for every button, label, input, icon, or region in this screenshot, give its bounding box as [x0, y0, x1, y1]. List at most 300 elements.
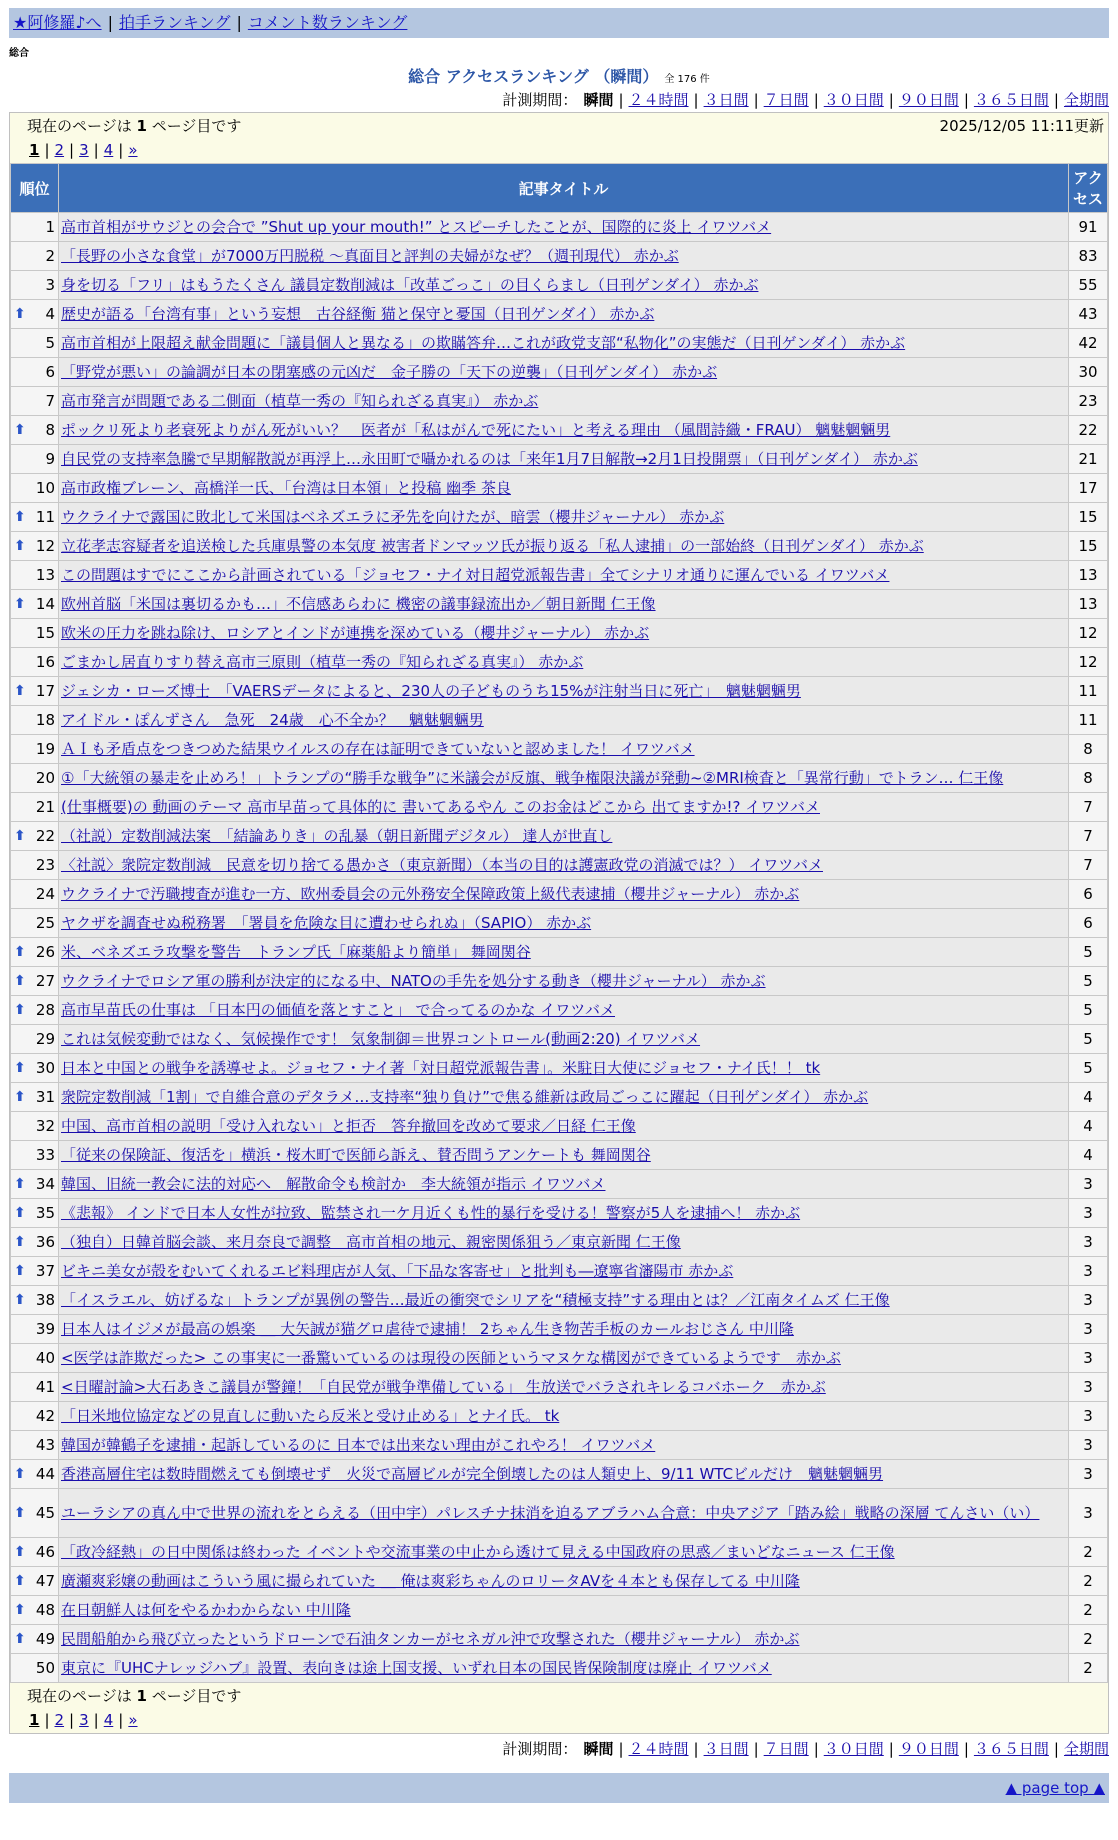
table-row — [11, 822, 1107, 850]
table-row — [11, 1373, 1107, 1401]
rank-cell — [11, 1025, 58, 1053]
table-row — [11, 1199, 1107, 1227]
title-cell — [59, 822, 1068, 850]
rank-cell — [11, 561, 58, 589]
title-cell — [59, 1315, 1068, 1343]
access-count: 5 — [1069, 967, 1107, 995]
title-cell — [59, 909, 1068, 937]
access-count: 2 — [1069, 1596, 1107, 1624]
rank-number: 19 — [35, 740, 55, 758]
period-separator: | — [1053, 91, 1059, 109]
page-info-top — [10, 113, 1108, 163]
table-row — [11, 735, 1107, 763]
article-link[interactable]: 自民党の支持率急騰で早期解散説が再浮上…永田町で囁かれるのは「来年1月7日解散→2月1日投開票」（日刊ゲンダイ） 赤かぶ — [61, 450, 918, 468]
title-cell — [59, 1373, 1068, 1401]
article-link[interactable]: 歴史が語る「台湾有事」という妄想 古谷経衡 猫と保守と憂国（日刊ゲンダイ） 赤かぶ — [61, 305, 655, 323]
rank-number: 11 — [35, 508, 55, 526]
access-count: 3 — [1069, 1257, 1107, 1285]
title-cell — [59, 474, 1068, 502]
article-link[interactable]: 高市発言が問題である二側面（植草一秀の『知られざる真実』） 赤かぶ — [61, 392, 539, 410]
access-count: 5 — [1069, 996, 1107, 1024]
article-link[interactable]: 日本人はイジメが最高の娯楽 ＿ 大矢誠が猫グロ虐待で逮捕！ 2ちゃん生き物苦手板のカールおじさん 中川隆 — [61, 1320, 794, 1338]
rank-cell — [11, 1373, 58, 1401]
rank-number: 40 — [35, 1349, 55, 1367]
title-cell — [59, 387, 1068, 415]
article-link[interactable]: 廣瀬爽彩嬢の動画はこういう風に撮られていた ＿ 俺は爽彩ちゃんのロリータAVを４本とも保存してる 中川隆 — [61, 1572, 800, 1590]
nav-separator: | — [236, 13, 242, 32]
rank-number: 39 — [35, 1320, 55, 1338]
rank-cell — [11, 387, 58, 415]
article-link[interactable]: ①「大統領の暴走を止めろ！」トランプの“勝手な戦争”に米議会が反旗、戦争権限決議が発動~②MRI検査と「異常行動」でトラン… 仁王像 — [61, 769, 1004, 787]
article-link[interactable]: <医学は詐欺だった> この事実に一番驚いているのは現役の医師というマヌケな構図ができているようです 赤かぶ — [61, 1349, 841, 1367]
article-link[interactable]: （社説）定数削減法案 「結論ありき」の乱暴（朝日新聞デジタル） 達人が世直し — [61, 827, 613, 845]
page-link-1[interactable]: 1 — [29, 1711, 40, 1729]
rank-up-arrow-icon: ⬆ — [14, 1544, 26, 1560]
current-page-suffix: ページ目です — [151, 1687, 242, 1705]
rank-number: 16 — [35, 653, 55, 671]
rank-cell — [11, 996, 58, 1024]
rank-cell — [11, 329, 58, 357]
article-link[interactable]: ポックリ死より老衰死よりがん死がいい？ 医者が「私はがんで死にたい」と考える理由 （風間詩織・FRAU） 魑魅魍魎男 — [61, 421, 891, 439]
period-link-6[interactable]: 全期間 — [1063, 91, 1109, 109]
rank-cell — [11, 1402, 58, 1430]
article-link[interactable]: 身を切る「フリ」はもうたくさん 議員定数削減は「改革ごっこ」の目くらまし（日刊ゲンダイ） 赤かぶ — [61, 276, 759, 294]
table-header-row — [11, 164, 1107, 212]
rank-number: 43 — [35, 1436, 55, 1454]
rank-cell — [11, 213, 58, 241]
rank-cell — [11, 793, 58, 821]
access-count: 8 — [1069, 735, 1107, 763]
title-cell — [59, 938, 1068, 966]
access-count: 15 — [1069, 532, 1107, 560]
table-row — [11, 561, 1107, 589]
rank-cell — [11, 1489, 58, 1537]
article-link[interactable]: ＡＩも矛盾点をつきつめた結果ウイルスの存在は証明できていないと認めました！ イワツバメ — [61, 740, 695, 758]
title-cell — [59, 1344, 1068, 1372]
title-cell — [59, 561, 1068, 589]
access-count: 13 — [1069, 561, 1107, 589]
rank-number: 30 — [35, 1059, 55, 1077]
article-link[interactable]: 在日朝鮮人は何をやるかわからない 中川隆 — [61, 1601, 351, 1619]
title-cell — [59, 213, 1068, 241]
article-link[interactable]: 立花孝志容疑者を追送検した兵庫県警の本気度 被害者ドンマッツ氏が振り返る「私人逮捕」の一部始終（日刊ゲンダイ） 赤かぶ — [61, 537, 924, 555]
home-link[interactable]: ★阿修羅♪へ — [13, 13, 102, 32]
article-link[interactable]: ウクライナでロシア軍の勝利が決定的になる中、NATOの手先を処分する動き（櫻井ジャーナル） 赤かぶ — [61, 972, 766, 990]
rank-cell — [11, 1199, 58, 1227]
table-row — [11, 1141, 1107, 1169]
title-cell — [59, 329, 1068, 357]
rank-cell — [11, 1654, 58, 1682]
article-link[interactable]: <日曜討論>大石あきこ議員が警鐘！「自民党が戦争準備している」 生放送でバラされキレるコバホーク 赤かぶ — [61, 1378, 826, 1396]
table-row — [11, 474, 1107, 502]
rank-up-arrow-icon: ⬆ — [14, 1505, 26, 1521]
rank-number: 1 — [45, 218, 55, 236]
current-page-number: 1 — [136, 117, 147, 135]
title-cell — [59, 1286, 1068, 1314]
table-row — [11, 300, 1107, 328]
table-row — [11, 1460, 1107, 1488]
page-info-bottom — [10, 1683, 1108, 1733]
rank-number: 20 — [35, 769, 55, 787]
table-row — [11, 880, 1107, 908]
article-link[interactable]: 「イスラエル、妨げるな」トランプが異例の警告…最近の衝突でシリアを“積極支持”する理由とは？／江南タイムズ 仁王像 — [61, 1291, 890, 1309]
page-link-4[interactable]: 4 — [103, 1711, 114, 1729]
pager-separator: | — [93, 1711, 99, 1729]
period-separator: | — [888, 91, 894, 109]
access-count: 11 — [1069, 706, 1107, 734]
access-count: 3 — [1069, 1402, 1107, 1430]
article-link[interactable]: アイドル・ぽんずさん 急死 24歳 心不全か？ 魑魅魍魎男 — [61, 711, 484, 729]
table-row — [11, 242, 1107, 270]
period-link-4[interactable]: ９０日間 — [898, 91, 959, 109]
rank-number: 35 — [35, 1204, 55, 1222]
article-link[interactable]: 欧州首脳「米国は裏切るかも…」不信感あらわに 機密の議事録流出か／朝日新聞 仁王像 — [61, 595, 656, 613]
pager-separator: | — [93, 141, 99, 159]
table-row — [11, 503, 1107, 531]
period-link-6[interactable]: 全期間 — [1063, 1740, 1109, 1758]
rank-up-arrow-icon: ⬆ — [14, 1292, 26, 1308]
access-count: 4 — [1069, 1141, 1107, 1169]
rank-number: 36 — [35, 1233, 55, 1251]
page-link-2[interactable]: 2 — [54, 141, 65, 159]
rank-number: 46 — [35, 1543, 55, 1561]
rank-number: 15 — [35, 624, 55, 642]
article-link[interactable]: （独自）日韓首脳会談、来月奈良で調整 高市首相の地元、親密関係狙う／東京新聞 仁王像 — [61, 1233, 681, 1251]
current-page-number: 1 — [136, 1687, 147, 1705]
rank-cell — [11, 735, 58, 763]
article-link[interactable]: 日本と中国との戦争を誘導せよ。ジョセフ・ナイ著「対日超党派報告書」。米駐日大使にジョセフ・ナイ氏！！ tk — [61, 1059, 821, 1077]
current-page-prefix: 現在のページは — [27, 1687, 132, 1705]
rank-up-arrow-icon: ⬆ — [14, 1002, 26, 1018]
table-row — [11, 909, 1107, 937]
article-link[interactable]: 中国、高市首相の説明「受け入れない」と拒否 答弁撤回を改めて要求／日経 仁王像 — [61, 1117, 636, 1135]
article-link[interactable]: 「長野の小さな食堂」が7000万円脱税 ～真面目と評判の夫婦がなぜ？（週刊現代） 赤かぶ — [61, 247, 679, 265]
rank-number: 47 — [35, 1572, 55, 1590]
article-link[interactable]: 「野党が悪い」の論調が日本の閉塞感の元凶だ 金子勝の「天下の逆襲」（日刊ゲンダイ） 赤かぶ — [61, 363, 718, 381]
period-link-5[interactable]: ３６５日間 — [973, 1740, 1049, 1758]
table-row — [11, 938, 1107, 966]
rank-cell — [11, 358, 58, 386]
page-title: 総合 アクセスランキング （瞬間） — [408, 67, 659, 86]
pager-separator: | — [44, 141, 50, 159]
access-count: 42 — [1069, 329, 1107, 357]
period-selector-bottom — [9, 1737, 1109, 1761]
rank-number: 48 — [35, 1601, 55, 1619]
period-link-3[interactable]: ３０日間 — [823, 91, 884, 109]
rank-number: 3 — [45, 276, 55, 294]
rank-number: 2 — [45, 247, 55, 265]
page-link-1[interactable]: 1 — [29, 141, 40, 159]
rank-cell — [11, 590, 58, 618]
rank-cell — [11, 619, 58, 647]
table-row — [11, 1654, 1107, 1682]
access-count: 17 — [1069, 474, 1107, 502]
article-link[interactable]: ヤクザを調査せぬ税務署 「署員を危険な目に遭わせられぬ」（SAPIO） 赤かぶ — [61, 914, 592, 932]
access-count: 7 — [1069, 851, 1107, 879]
rank-cell — [11, 416, 58, 444]
rank-cell — [11, 242, 58, 270]
title-cell — [59, 503, 1068, 531]
period-label: 計測期間： — [502, 91, 578, 109]
title-cell — [59, 1112, 1068, 1140]
page-link-4[interactable]: 4 — [103, 141, 114, 159]
table-row — [11, 358, 1107, 386]
pager-separator: | — [44, 1711, 50, 1729]
period-current: 瞬間 — [583, 1740, 614, 1758]
rank-up-arrow-icon: ⬆ — [14, 1089, 26, 1105]
rank-number: 22 — [35, 827, 55, 845]
access-count: 55 — [1069, 271, 1107, 299]
period-link-5[interactable]: ３６５日間 — [973, 91, 1049, 109]
rank-cell — [11, 445, 58, 473]
period-separator: | — [618, 1740, 624, 1758]
title-cell — [59, 793, 1068, 821]
period-link-1[interactable]: ３日間 — [703, 1740, 749, 1758]
access-count: 11 — [1069, 677, 1107, 705]
table-row — [11, 1025, 1107, 1053]
access-count: 3 — [1069, 1170, 1107, 1198]
period-link-2[interactable]: ７日間 — [763, 91, 809, 109]
access-count: 5 — [1069, 938, 1107, 966]
article-link[interactable]: 欧米の圧力を跳ね除け、ロシアとインドが連携を深めている（櫻井ジャーナル） 赤かぶ — [61, 624, 650, 642]
period-link-4[interactable]: ９０日間 — [898, 1740, 959, 1758]
access-count: 15 — [1069, 503, 1107, 531]
table-row — [11, 1431, 1107, 1459]
rank-number: 23 — [35, 856, 55, 874]
title-cell — [59, 1054, 1068, 1082]
period-separator: | — [1053, 1740, 1059, 1758]
title-cell — [59, 242, 1068, 270]
pager-top — [29, 140, 138, 160]
access-count: 21 — [1069, 445, 1107, 473]
rank-up-arrow-icon: ⬆ — [14, 1573, 26, 1589]
article-link[interactable]: ジェシカ・ローズ博士 「VAERSデータによると、230人の子どものうち15%が注射当日に死亡」 魑魅魍魎男 — [61, 682, 801, 700]
page-link-3[interactable]: 3 — [79, 1711, 89, 1729]
article-link[interactable]: 「従来の保険証、復活を」横浜・桜木町で医師ら訴え、賛否問うアンケートも 舞岡関谷 — [61, 1146, 651, 1164]
ranking-panel — [9, 112, 1109, 1734]
page-link-3[interactable]: 3 — [79, 141, 89, 159]
access-count: 12 — [1069, 648, 1107, 676]
article-link[interactable]: 「政冷経熱」の日中関係は終わった イベントや交流事業の中止から透けて見える中国政府の思惑／まいどなニュース 仁王像 — [61, 1543, 895, 1561]
table-row — [11, 329, 1107, 357]
rank-cell — [11, 880, 58, 908]
article-link[interactable]: 香港高層住宅は数時間燃えても倒壊せず 火災で高層ビルが完全倒壊したのは人類史上、9/11 WTCビルだけ 魑魅魍魎男 — [61, 1465, 884, 1483]
rank-number: 17 — [35, 682, 55, 700]
rank-number: 5 — [45, 334, 55, 352]
article-link[interactable]: ビキニ美女が殻をむいてくれるエビ料理店が人気、「下品な客寄せ」と批判も―遼寧省瀋陽市 赤かぶ — [61, 1262, 734, 1280]
title-cell — [59, 1489, 1068, 1537]
next-page-link[interactable]: » — [128, 141, 138, 159]
title-cell — [59, 735, 1068, 763]
rank-cell — [11, 300, 58, 328]
title-cell — [59, 1199, 1068, 1227]
rank-number: 42 — [35, 1407, 55, 1425]
title-cell — [59, 300, 1068, 328]
table-row — [11, 1538, 1107, 1566]
period-link-0[interactable]: ２４時間 — [628, 91, 689, 109]
article-link[interactable]: 高市首相がサウジとの会合で ”Shut up your mouth!” とスピーチしたことが、国際的に炎上 イワツバメ — [61, 218, 772, 236]
access-count: 3 — [1069, 1373, 1107, 1401]
rank-cell — [11, 1257, 58, 1285]
title-cell — [59, 1170, 1068, 1198]
rank-number: 24 — [35, 885, 55, 903]
rank-number: 32 — [35, 1117, 55, 1135]
current-page-text — [27, 1686, 241, 1706]
rank-number: 18 — [35, 711, 55, 729]
article-link[interactable]: ごまかし居直りすり替え高市三原則（植草一秀の『知られざる真実』） 赤かぶ — [61, 653, 584, 671]
comment-ranking-link[interactable]: コメント数ランキング — [247, 13, 408, 32]
title-cell — [59, 1654, 1068, 1682]
table-row — [11, 851, 1107, 879]
table-row — [11, 996, 1107, 1024]
updated-time: 2025/12/05 11:11更新 — [939, 117, 1104, 135]
article-link[interactable]: 〈社説〉衆院定数削減 民意を切り捨てる愚かさ（東京新聞）（本当の目的は護憲政党の消滅では？） イワツバメ — [61, 856, 823, 874]
rank-number: 14 — [35, 595, 55, 613]
access-count: 3 — [1069, 1344, 1107, 1372]
rank-up-arrow-icon: ⬆ — [14, 1060, 26, 1076]
rank-cell — [11, 532, 58, 560]
title-cell — [59, 1538, 1068, 1566]
access-count: 8 — [1069, 764, 1107, 792]
table-row — [11, 1054, 1107, 1082]
access-count: 12 — [1069, 619, 1107, 647]
article-link[interactable]: 米、ベネズエラ攻撃を警告 トランプ氏「麻薬船より簡単」 舞岡関谷 — [61, 943, 531, 961]
access-count: 43 — [1069, 300, 1107, 328]
article-link[interactable]: 韓国が韓鶴子を逮捕・起訴しているのに 日本では出来ない理由がこれやろ！ イワツバメ — [61, 1436, 656, 1454]
rank-cell — [11, 1344, 58, 1372]
access-count: 2 — [1069, 1567, 1107, 1595]
access-count: 4 — [1069, 1112, 1107, 1140]
period-label: 計測期間： — [502, 1740, 578, 1758]
rank-cell — [11, 764, 58, 792]
pager-bottom — [29, 1710, 138, 1730]
next-page-link[interactable]: » — [128, 1711, 138, 1729]
article-link[interactable]: ユーラシアの真ん中で世界の流れをとらえる（田中宇）パレスチナ抹消を迫るアブラハム合意：中央アジア「踏み絵」戦略の深層 てんさい（い） — [61, 1504, 1040, 1522]
title-cell — [59, 1257, 1068, 1285]
table-row — [11, 1567, 1107, 1595]
rank-number: 41 — [35, 1378, 55, 1396]
access-count: 2 — [1069, 1654, 1107, 1682]
table-row — [11, 445, 1107, 473]
title-cell — [59, 677, 1068, 705]
access-count: 3 — [1069, 1460, 1107, 1488]
period-link-2[interactable]: ７日間 — [763, 1740, 809, 1758]
page-top-link[interactable]: ▲ page top ▲ — [1005, 1779, 1105, 1797]
period-link-1[interactable]: ３日間 — [703, 91, 749, 109]
table-row — [11, 1596, 1107, 1624]
rank-number: 37 — [35, 1262, 55, 1280]
clap-ranking-link[interactable]: 拍手ランキング — [118, 13, 231, 32]
article-link[interactable]: ウクライナで露国に敗北して米国はベネズエラに矛先を向けたが、暗雲（櫻井ジャーナル） 赤かぶ — [61, 508, 725, 526]
table-row — [11, 706, 1107, 734]
article-link[interactable]: 東京に『UHCナレッジハブ』設置、表向きは途上国支援、いずれ日本の国民皆保険制度は廃止 イワツバメ — [61, 1659, 772, 1677]
table-row — [11, 648, 1107, 676]
article-link[interactable]: 民間船舶から飛び立ったというドローンで石油タンカーがセネガル沖で攻撃された（櫻井ジャーナル） 赤かぶ — [61, 1630, 800, 1648]
table-row — [11, 590, 1107, 618]
access-count: 6 — [1069, 909, 1107, 937]
period-link-3[interactable]: ３０日間 — [823, 1740, 884, 1758]
article-link[interactable]: 高市政権ブレーン、高橋洋一氏、「台湾は日本領」と投稿 幽季 茶良 — [61, 479, 511, 497]
ranking-body — [11, 213, 1107, 1682]
table-row — [11, 213, 1107, 241]
period-separator: | — [753, 91, 759, 109]
article-link[interactable]: ウクライナで汚職捜査が進む一方、欧州委員会の元外務安全保障政策上級代表逮捕（櫻井ジャーナル） 赤かぶ — [61, 885, 800, 903]
rank-header: 順位 — [11, 164, 58, 212]
article-link[interactable]: (仕事概要)の 動画のテーマ 高市早苗って具体的に 書いてあるやん このお金はどこから 出てますか!? イワツバメ — [61, 798, 820, 816]
title-cell — [59, 1596, 1068, 1624]
article-link[interactable]: 「日米地位協定などの見直しに動いたら反米と受け止める」とナイ氏。 tk — [61, 1407, 560, 1425]
article-link[interactable]: この問題はすでにここから計画されている「ジョセフ・ナイ対日超党派報告書」全てシナリオ通りに運んでいる イワツバメ — [61, 566, 890, 584]
table-row — [11, 1257, 1107, 1285]
rank-up-arrow-icon: ⬆ — [14, 1602, 26, 1618]
rank-number: 33 — [35, 1146, 55, 1164]
table-row — [11, 1228, 1107, 1256]
rank-cell — [11, 1054, 58, 1082]
title-cell — [59, 851, 1068, 879]
title-cell — [59, 880, 1068, 908]
title-cell — [59, 764, 1068, 792]
access-count: 3 — [1069, 1228, 1107, 1256]
article-link[interactable]: 高市早苗氏の仕事は 「日本円の価値を落とすこと」 で合ってるのかな イワツバメ — [61, 1001, 616, 1019]
access-count: 3 — [1069, 1199, 1107, 1227]
table-row — [11, 1170, 1107, 1198]
total-count: 全 176 件 — [664, 74, 710, 85]
article-link[interactable]: 韓国、旧統一教会に法的対応へ 解散命令も検討か 李大統領が指示 イワツバメ — [61, 1175, 606, 1193]
table-row — [11, 1315, 1107, 1343]
rank-up-arrow-icon: ⬆ — [14, 422, 26, 438]
title-cell — [59, 648, 1068, 676]
rank-number: 34 — [35, 1175, 55, 1193]
access-count: 83 — [1069, 242, 1107, 270]
current-page-suffix: ページ目です — [151, 117, 242, 135]
rank-number: 8 — [45, 421, 55, 439]
table-row — [11, 532, 1107, 560]
access-count: 91 — [1069, 213, 1107, 241]
title-cell — [59, 1083, 1068, 1111]
pager-separator: | — [69, 141, 75, 159]
period-link-0[interactable]: ２４時間 — [628, 1740, 689, 1758]
rank-number: 12 — [35, 537, 55, 555]
page-link-2[interactable]: 2 — [54, 1711, 65, 1729]
rank-number: 31 — [35, 1088, 55, 1106]
rank-up-arrow-icon: ⬆ — [14, 1205, 26, 1221]
article-link[interactable]: これは気候変動ではなく、気候操作です！ 気象制御＝世界コントロール(動画2:20) イワツバメ — [61, 1030, 701, 1048]
rank-number: 44 — [35, 1465, 55, 1483]
rank-number: 9 — [45, 450, 55, 468]
rank-number: 21 — [35, 798, 55, 816]
table-row — [11, 1489, 1107, 1537]
access-count: 2 — [1069, 1538, 1107, 1566]
rank-cell — [11, 1625, 58, 1653]
title-cell — [59, 358, 1068, 386]
rank-number: 6 — [45, 363, 55, 381]
period-separator: | — [753, 1740, 759, 1758]
title-cell — [59, 1625, 1068, 1653]
rank-cell — [11, 1431, 58, 1459]
current-page-prefix: 現在のページは — [27, 117, 132, 135]
rank-up-arrow-icon: ⬆ — [14, 1263, 26, 1279]
article-link[interactable]: 高市首相が上限超え献金問題に「議員個人と異なる」の欺瞞答弁…これが政党支部“私物化”の実態だ（日刊ゲンダイ） 赤かぶ — [61, 334, 906, 352]
footer-bar — [9, 1773, 1109, 1803]
article-link[interactable]: 衆院定数削減「1割」で自維合意のデタラメ…支持率“独り負け”で焦る維新は政局ごっこに躍起（日刊ゲンダイ） 赤かぶ — [61, 1088, 869, 1106]
rank-cell — [11, 938, 58, 966]
rank-cell — [11, 851, 58, 879]
table-row — [11, 1344, 1107, 1372]
rank-up-arrow-icon: ⬆ — [14, 828, 26, 844]
table-row — [11, 416, 1107, 444]
article-link[interactable]: 《悲報》 インドで日本人女性が拉致、監禁され一ケ月近くも性的暴行を受ける！警察が5人を逮捕へ！ 赤かぶ — [61, 1204, 801, 1222]
access-count: 3 — [1069, 1489, 1107, 1537]
